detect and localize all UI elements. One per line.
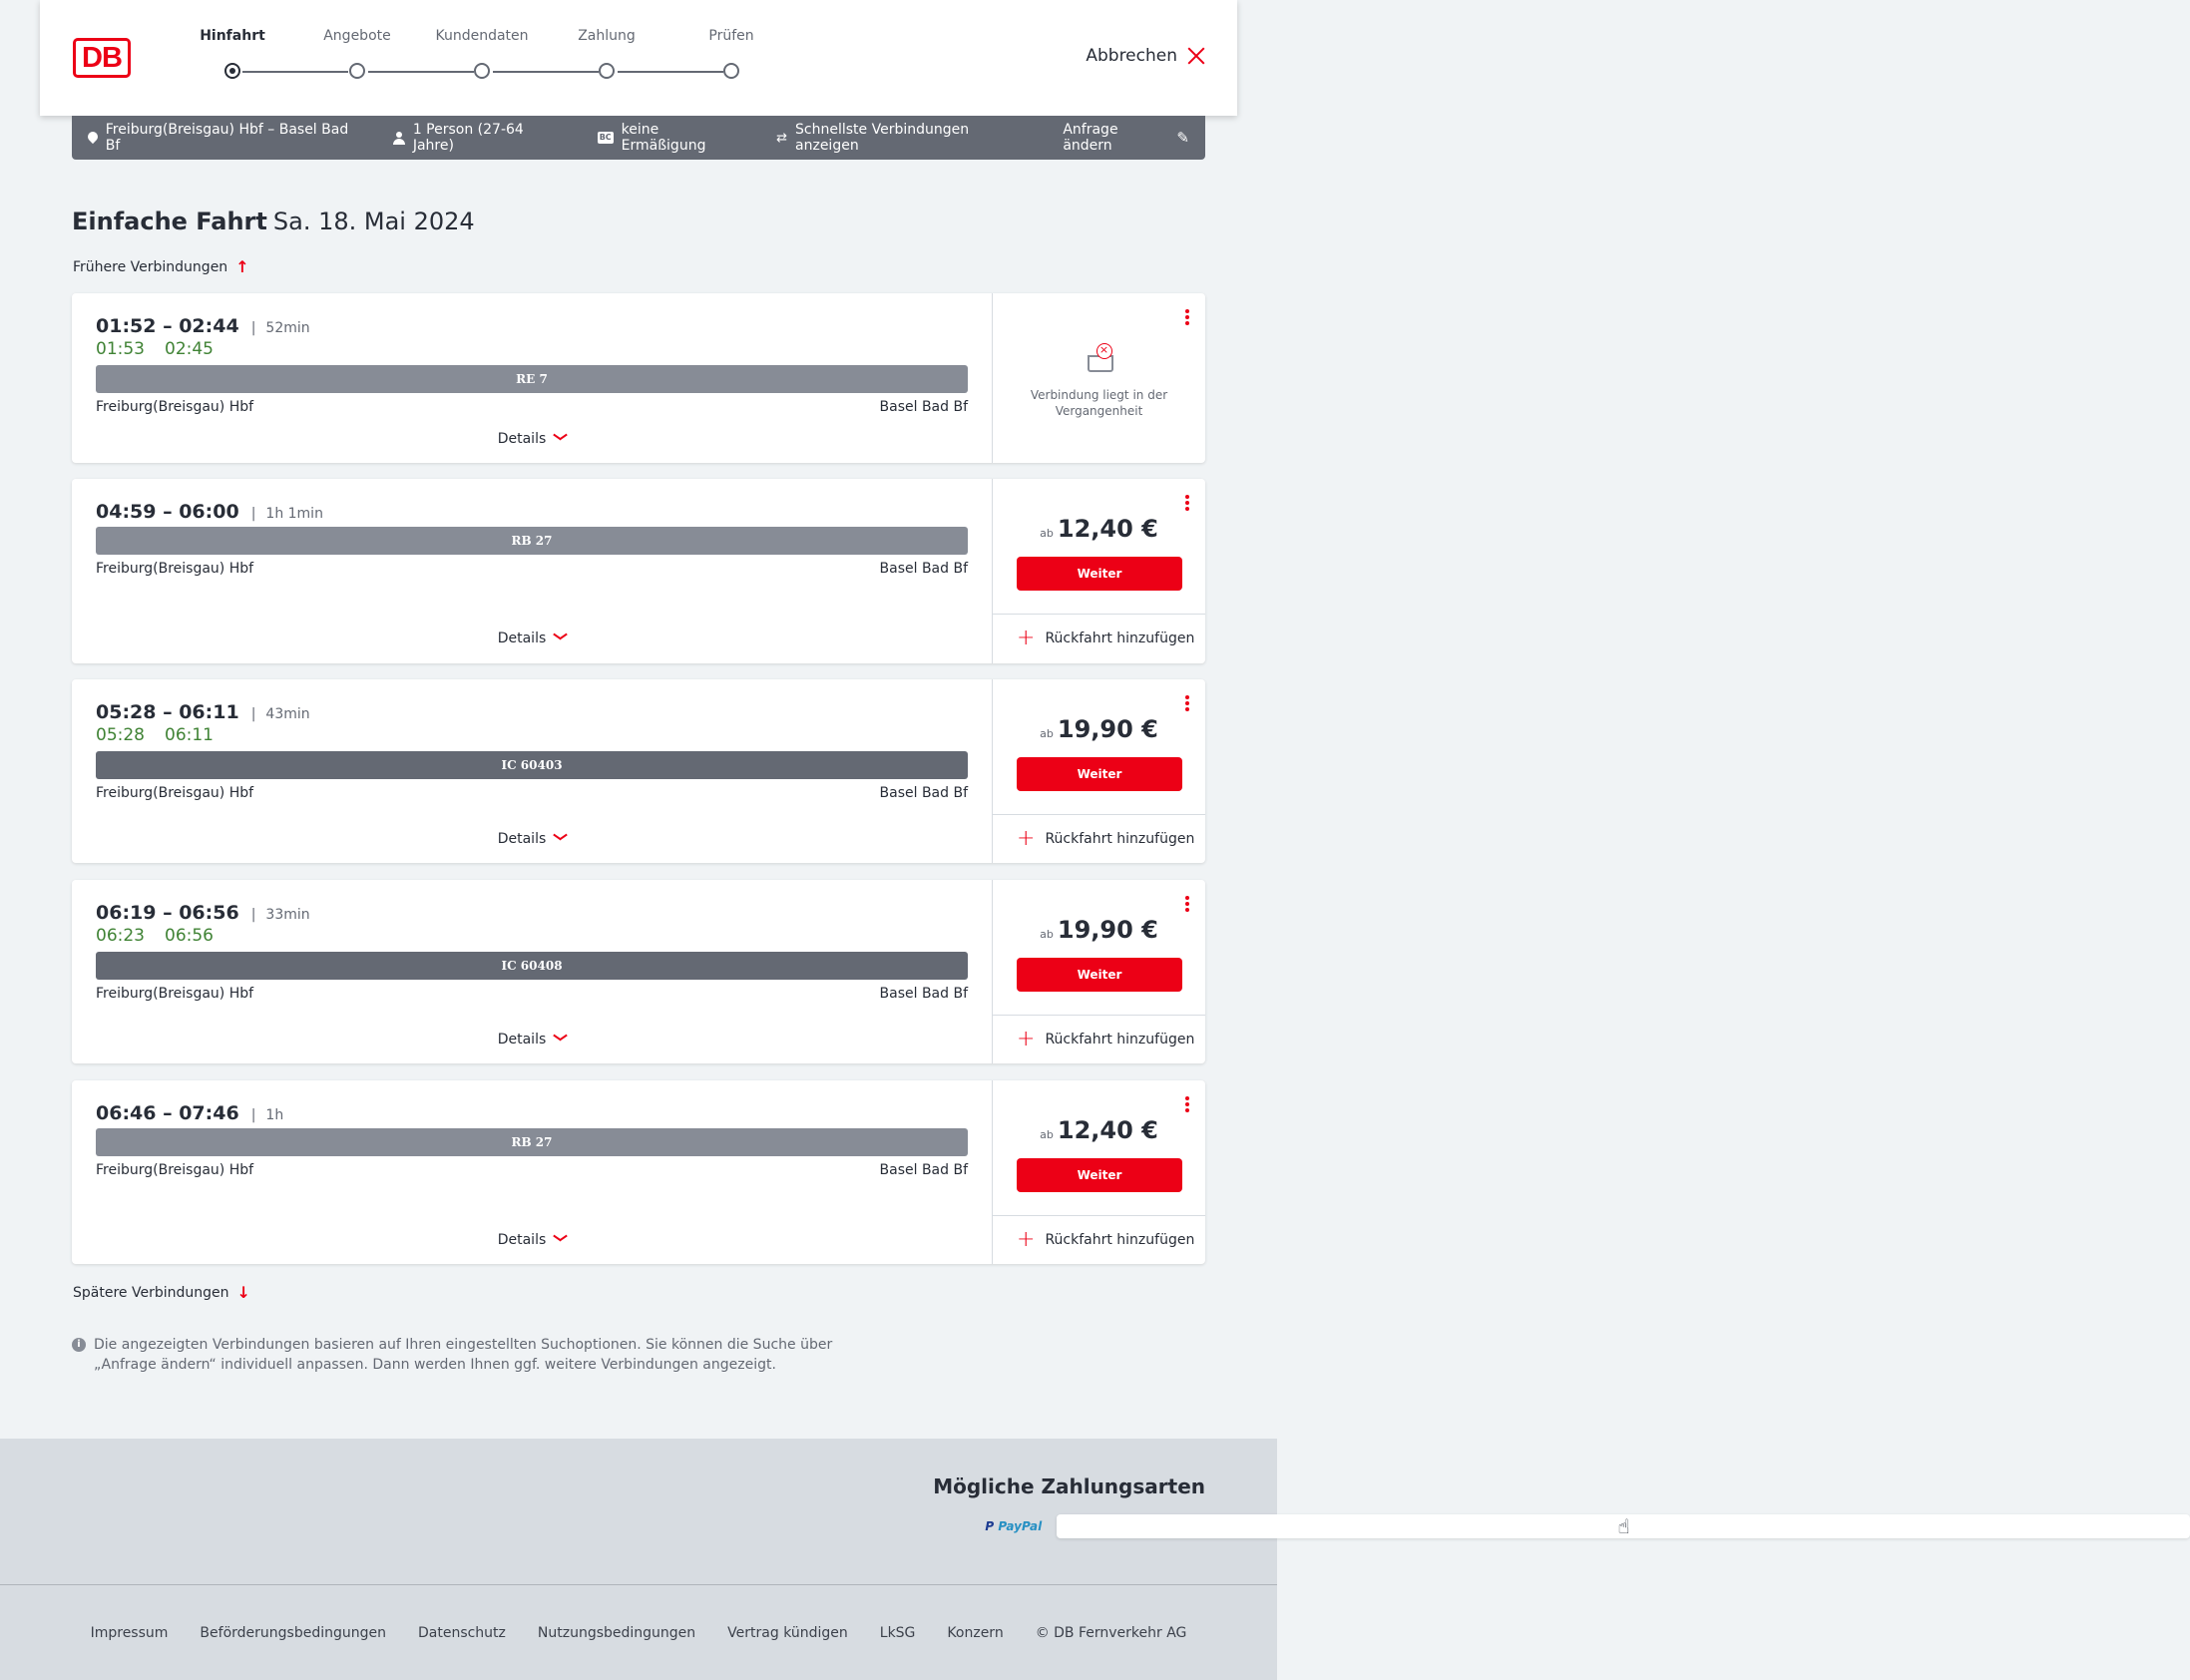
plus-icon: + [1017, 626, 1036, 650]
route-text: Freiburg(Breisgau) Hbf – Basel Bad Bf [105, 122, 349, 154]
continue-button[interactable]: Weiter [1017, 757, 1182, 791]
planned-times: 06:19 – 06:56 [96, 902, 239, 924]
step-label: Hinfahrt [200, 28, 265, 44]
planned-times: 01:52 – 02:44 [96, 315, 239, 337]
train-bar[interactable]: RB 27 [96, 1128, 968, 1156]
step-dot [349, 63, 365, 79]
destination-station: Basel Bad Bf [879, 561, 968, 577]
fastest-text: Schnellste Verbindungen anzeigen [795, 122, 970, 154]
discount-text: keine Ermäßigung [621, 122, 706, 154]
step-label: Prüfen [708, 28, 754, 44]
step-label: Angebote [323, 28, 391, 44]
trip-date: Sa. 18. Mai 2024 [272, 208, 475, 235]
connection-info [72, 293, 992, 463]
step-dot [723, 63, 739, 79]
planned-times: 05:28 – 06:11 [96, 701, 239, 723]
step-angebote [294, 28, 420, 50]
price-value: 12,40 € [1057, 1116, 1158, 1144]
step-connector [242, 71, 348, 73]
chevron-down-icon [554, 1034, 566, 1046]
cancel-label: Abbrechen [1086, 46, 1177, 66]
add-return-label: Rückfahrt hinzufügen [1045, 1032, 1195, 1048]
booking-header [40, 0, 1237, 116]
more-options-icon[interactable] [1185, 896, 1189, 912]
more-options-icon[interactable] [1185, 495, 1189, 511]
offer-panel [992, 293, 1205, 463]
add-return-label: Rückfahrt hinzufügen [1045, 1232, 1195, 1248]
continue-button[interactable]: Weiter [1017, 1158, 1182, 1192]
persons-text: 1 Person (27-64 Jahre) [412, 122, 524, 154]
connection-card [72, 293, 1205, 463]
price-value: 19,90 € [1057, 916, 1158, 944]
destination-station: Basel Bad Bf [879, 399, 968, 415]
connection-times [96, 501, 323, 523]
past-text: Verbindung liegt in der Vergangenheit [1030, 388, 1168, 418]
footer-link-nutzungsbedingungen[interactable]: Nutzungsbedingungen [537, 1624, 696, 1641]
price [993, 916, 1205, 944]
step-label: Kundendaten [435, 28, 529, 44]
paypal-label: PayPal [998, 1519, 1043, 1533]
connection-info [72, 479, 992, 663]
connection-info [72, 1080, 992, 1264]
footer-copyright: © DB Fernverkehr AG [1035, 1624, 1187, 1641]
price-value: 12,40 € [1057, 515, 1158, 543]
origin-station: Freiburg(Breisgau) Hbf [96, 561, 254, 577]
destination-station: Basel Bad Bf [879, 785, 968, 801]
origin-station: Freiburg(Breisgau) Hbf [96, 399, 254, 415]
step-dot [474, 63, 490, 79]
chevron-down-icon [554, 833, 566, 845]
separator: | [250, 506, 256, 522]
duration: 52min [265, 320, 310, 336]
info-icon: i [72, 1338, 86, 1352]
persons-summary[interactable] [393, 122, 566, 154]
step-hinfahrt [170, 28, 295, 50]
train-bar[interactable]: IC 60408 [96, 952, 968, 980]
arrow-down-icon: ↓ [236, 1283, 250, 1302]
realtime-arrival: 06:56 [165, 926, 214, 946]
location-pin-icon [88, 132, 98, 145]
connection-times [96, 902, 310, 924]
bahncard-icon: BC [599, 133, 612, 142]
step-pruefen [668, 28, 794, 50]
chevron-down-icon [554, 433, 566, 445]
separator: | [250, 907, 256, 923]
connection-card [72, 1080, 1205, 1264]
train-bar[interactable]: RE 7 [96, 365, 968, 393]
connection-card [72, 479, 1205, 663]
step-connector [368, 71, 474, 73]
payment-title: Mögliche Zahlungsarten [933, 1474, 1205, 1498]
details-toggle[interactable] [72, 630, 992, 646]
chevron-down-icon [554, 1234, 566, 1246]
more-options-icon[interactable] [1185, 695, 1189, 711]
connection-times [96, 701, 310, 723]
person-icon [393, 132, 405, 145]
train-bar[interactable]: IC 60403 [96, 751, 968, 779]
later-connections-link[interactable] [73, 1283, 250, 1302]
step-zahlung [544, 28, 669, 50]
price-prefix: ab [1040, 527, 1054, 540]
payment-methods-section [0, 1439, 1630, 1584]
realtime-arrival: 02:45 [165, 339, 214, 359]
chevron-down-icon [554, 632, 566, 644]
realtime-departure: 01:53 [96, 339, 145, 359]
realtime-arrival: 06:11 [165, 725, 214, 745]
step-connector [618, 71, 723, 73]
separator: | [250, 1107, 256, 1123]
details-toggle[interactable] [72, 1032, 992, 1048]
pencil-icon: ✎ [1176, 129, 1189, 147]
connection-info [72, 679, 992, 863]
offer-panel [992, 880, 1205, 1063]
footer-link-datenschutz[interactable]: Datenschutz [417, 1624, 506, 1641]
realtime-times [96, 725, 214, 745]
connection-times [96, 315, 310, 337]
origin-station: Freiburg(Breisgau) Hbf [96, 1162, 254, 1178]
price-prefix: ab [1040, 727, 1054, 740]
more-options-icon[interactable] [1185, 1096, 1189, 1112]
planned-times: 04:59 – 06:00 [96, 501, 239, 523]
payment-icons [985, 1514, 1630, 1538]
change-query-label: Anfrage ändern [1063, 122, 1118, 154]
plus-icon: + [1017, 826, 1036, 851]
add-return-button[interactable] [993, 614, 1205, 662]
route-summary[interactable] [88, 122, 361, 154]
footer-link-vertrag-kuendigen[interactable]: Vertrag kündigen [727, 1624, 848, 1641]
price-value: 19,90 € [1057, 715, 1158, 743]
destination-station: Basel Bad Bf [879, 1162, 968, 1178]
realtime-departure: 05:28 [96, 725, 145, 745]
details-label: Details [497, 630, 547, 646]
duration: 33min [265, 907, 310, 923]
details-label: Details [497, 831, 547, 847]
connection-card [72, 679, 1205, 863]
footer-link-befoerderungsbedingungen[interactable]: Beförderungsbedingungen [200, 1624, 386, 1641]
connection-info [72, 880, 992, 1063]
continue-button[interactable]: Weiter [1017, 557, 1182, 591]
add-return-label: Rückfahrt hinzufügen [1045, 630, 1195, 646]
realtime-departure: 06:23 [96, 926, 145, 946]
realtime-times [96, 339, 214, 359]
cancel-button[interactable] [1086, 46, 1205, 66]
footer-links [0, 1584, 1277, 1680]
price [993, 515, 1205, 543]
db-logo[interactable]: DB [73, 38, 131, 78]
past-connection-notice [993, 347, 1205, 419]
details-toggle[interactable] [72, 431, 992, 447]
details-label: Details [497, 1232, 547, 1248]
footer-link-impressum[interactable]: Impressum [90, 1624, 169, 1641]
connection-card [72, 880, 1205, 1063]
close-icon [1187, 47, 1205, 65]
planned-times: 06:46 – 07:46 [96, 1102, 239, 1124]
details-toggle[interactable] [72, 831, 992, 847]
details-label: Details [497, 431, 547, 447]
swap-icon: ⇄ [776, 130, 788, 146]
duration: 1h 1min [265, 506, 323, 522]
add-return-button[interactable] [993, 814, 1205, 863]
booking-stepper [170, 28, 754, 88]
plus-icon: + [1017, 1027, 1036, 1051]
duration: 43min [265, 706, 310, 722]
origin-station: Freiburg(Breisgau) Hbf [96, 785, 254, 801]
origin-station: Freiburg(Breisgau) Hbf [96, 986, 254, 1002]
step-dot [224, 63, 240, 79]
separator: | [250, 706, 256, 722]
connection-times [96, 1102, 283, 1124]
add-return-button[interactable] [993, 1215, 1205, 1264]
more-options-icon[interactable] [1185, 309, 1189, 325]
offer-panel [992, 679, 1205, 863]
details-label: Details [497, 1032, 547, 1048]
info-note [72, 1335, 850, 1375]
destination-station: Basel Bad Bf [879, 986, 968, 1002]
query-summary-bar [72, 116, 1205, 160]
price-prefix: ab [1040, 928, 1054, 941]
add-return-button[interactable] [993, 1015, 1205, 1063]
step-kundendaten [419, 28, 545, 50]
earlier-connections-link[interactable] [73, 257, 249, 276]
page-title [72, 208, 475, 235]
price-prefix: ab [1040, 1128, 1054, 1141]
realtime-times [96, 926, 214, 946]
plus-icon: + [1017, 1227, 1036, 1252]
separator: | [250, 320, 256, 336]
later-label: Spätere Verbindungen [73, 1284, 229, 1301]
footer-link-lksg[interactable]: LkSG [879, 1624, 916, 1641]
cart-unavailable-icon [1085, 347, 1114, 375]
info-note-text: Die angezeigten Verbindungen basieren auf Ihren eingestellten Suchoptionen. Sie können die Suche über „Anfrage ändern“ individuell anpassen. Dann werden Ihnen ggf. weitere Verbindungen angezeigt. [94, 1337, 833, 1373]
offer-panel [992, 479, 1205, 663]
continue-button[interactable]: Weiter [1017, 958, 1182, 992]
step-dot [599, 63, 615, 79]
details-toggle[interactable] [72, 1232, 992, 1248]
duration: 1h [265, 1107, 284, 1123]
add-return-label: Rückfahrt hinzufügen [1045, 831, 1195, 847]
discount-summary[interactable] [598, 122, 744, 154]
fastest-toggle[interactable] [776, 122, 1031, 154]
trip-type: Einfache Fahrt [72, 208, 267, 235]
step-label: Zahlung [578, 28, 636, 44]
arrow-up-icon: ↑ [235, 257, 249, 276]
step-connector [493, 71, 599, 73]
earlier-label: Frühere Verbindungen [73, 258, 228, 275]
price [993, 1116, 1205, 1144]
offer-panel [992, 1080, 1205, 1264]
price [993, 715, 1205, 743]
footer-link-konzern[interactable]: Konzern [947, 1624, 1004, 1641]
credit-card-icon: ☝ [1057, 1514, 2190, 1538]
paypal-icon: P PayPal [985, 1519, 1043, 1533]
change-query-button[interactable] [1063, 122, 1189, 154]
train-bar[interactable]: RB 27 [96, 527, 968, 555]
